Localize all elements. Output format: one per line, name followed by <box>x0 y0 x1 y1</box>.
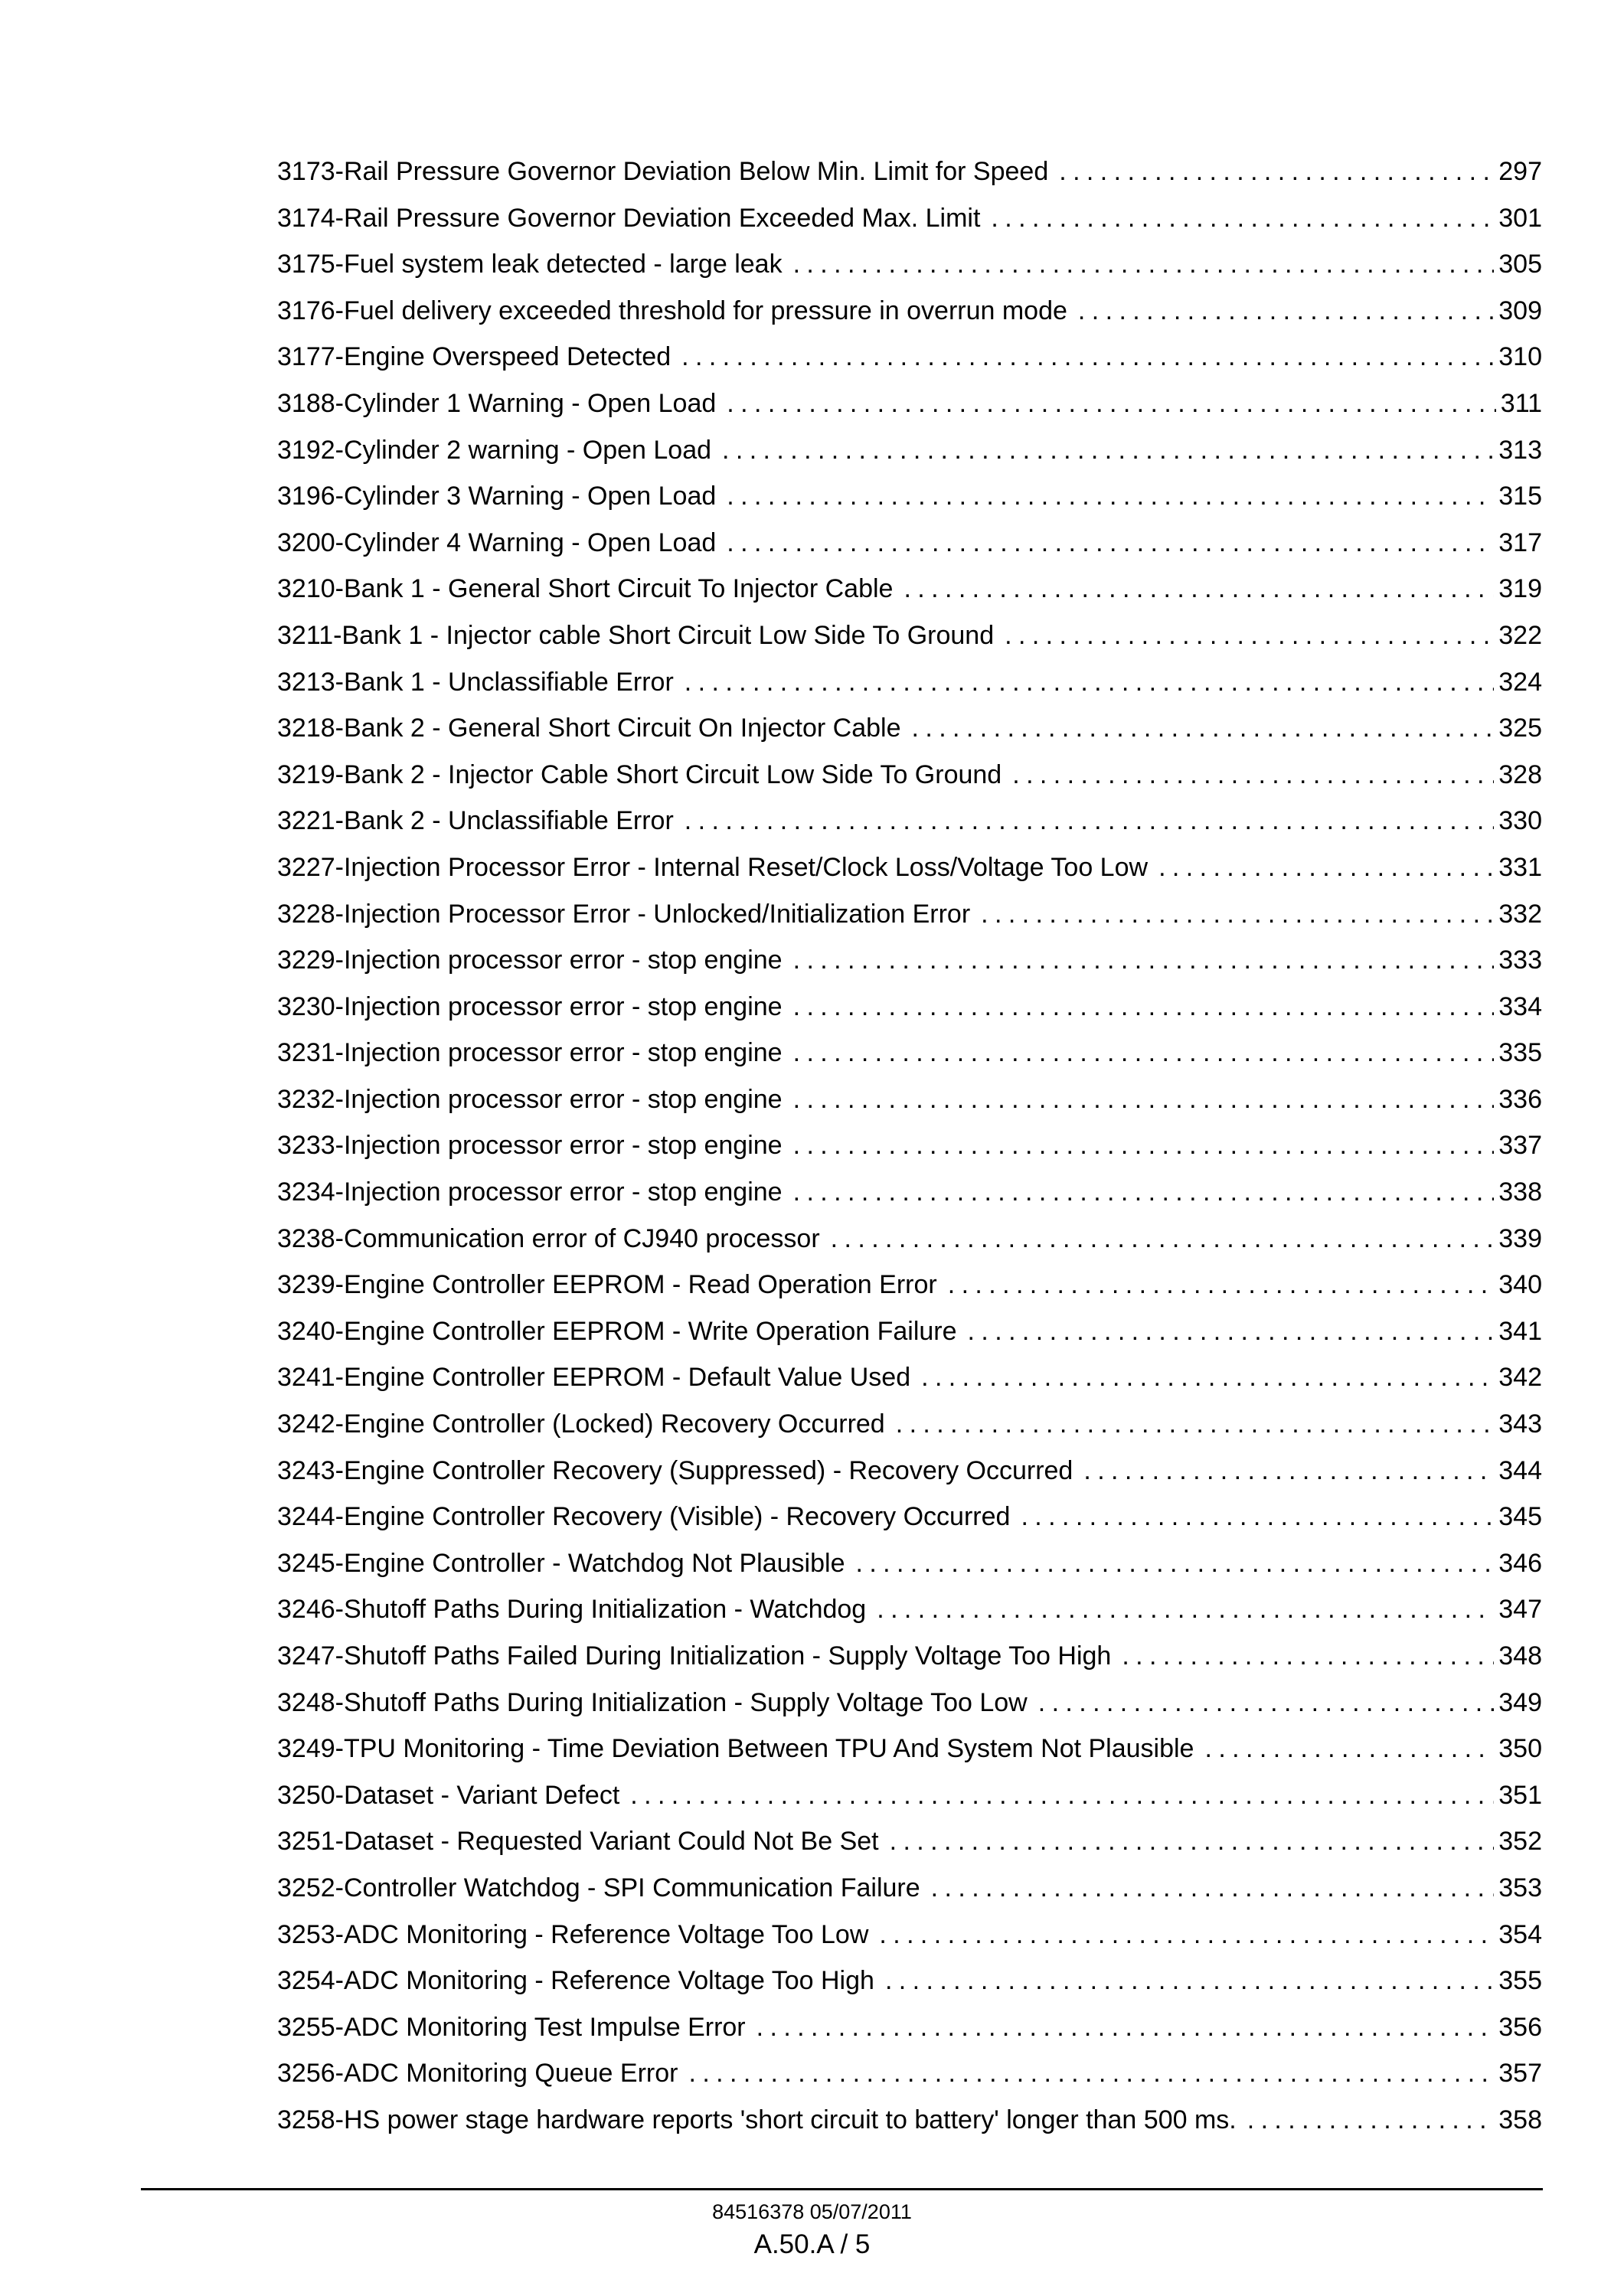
dot-leader <box>727 380 1495 427</box>
toc-entry-title: 3249-TPU Monitoring - Time Deviation Between TPU And System Not Plausible <box>277 1734 1194 1764</box>
toc-entry[interactable] <box>277 1726 1542 1772</box>
dot-leader <box>685 659 1494 706</box>
toc-entry-page-number: 324 <box>1498 667 1542 697</box>
dot-leader <box>793 1122 1495 1169</box>
toc-entry-title: 3255-ADC Monitoring Test Impulse Error <box>277 2012 746 2042</box>
toc-entry[interactable] <box>277 891 1542 938</box>
dot-leader <box>1038 1680 1495 1726</box>
toc-entry[interactable] <box>277 334 1542 380</box>
toc-entry-title: 3219-Bank 2 - Injector Cable Short Circuit Low Side To Ground <box>277 759 1002 789</box>
toc-entry[interactable] <box>277 149 1542 195</box>
toc-entry-title: 3241-Engine Controller EEPROM - Default Value Used <box>277 1363 911 1393</box>
dot-leader <box>921 1354 1494 1401</box>
toc-entry[interactable] <box>277 1076 1542 1123</box>
toc-entry-title: 3218-Bank 2 - General Short Circuit On Injector Cable <box>277 714 901 743</box>
toc-entry-page-number: 310 <box>1498 342 1542 372</box>
footer-document-number: 84516378 05/07/2011 <box>712 2200 912 2223</box>
toc-entry-page-number: 325 <box>1498 714 1542 743</box>
toc-entry-title: 3188-Cylinder 1 Warning - Open Load <box>277 388 717 418</box>
toc-entry[interactable] <box>277 380 1542 427</box>
dot-leader <box>630 1772 1494 1819</box>
toc-entry[interactable] <box>277 1169 1542 1216</box>
toc-entry-page-number: 354 <box>1498 1919 1542 1949</box>
toc-entry-title: 3221-Bank 2 - Unclassifiable Error <box>277 806 674 836</box>
dot-leader <box>831 1216 1495 1262</box>
toc-entry-page-number: 353 <box>1498 1873 1542 1902</box>
toc-entry-page-number: 297 <box>1498 157 1542 186</box>
toc-entry-page-number: 305 <box>1498 250 1542 279</box>
dot-leader <box>793 241 1495 288</box>
toc-entry-page-number: 340 <box>1498 1270 1542 1300</box>
toc-entry[interactable] <box>277 566 1542 612</box>
dot-leader <box>877 1586 1494 1633</box>
toc-entry-page-number: 337 <box>1498 1131 1542 1161</box>
toc-entry-page-number: 346 <box>1498 1548 1542 1578</box>
footer-page-label: A.50.A / 5 <box>753 2229 871 2259</box>
dot-leader <box>991 195 1494 242</box>
toc-entry[interactable] <box>277 844 1542 891</box>
toc-entry-page-number: 358 <box>1498 2105 1542 2134</box>
dot-leader <box>885 1958 1494 2004</box>
toc-entry-title: 3243-Engine Controller Recovery (Suppressed) - Recovery Occurred <box>277 1455 1073 1485</box>
toc-entry-page-number: 301 <box>1498 203 1542 233</box>
dot-leader <box>688 2050 1494 2097</box>
toc-entry-title: 3228-Injection Processor Error - Unlocked/Initialization Error <box>277 899 971 929</box>
toc-entry[interactable] <box>277 1262 1542 1308</box>
toc-entry[interactable] <box>277 1030 1542 1076</box>
dot-leader <box>1122 1633 1494 1680</box>
dot-leader <box>1083 1448 1494 1494</box>
toc-entry-page-number: 348 <box>1498 1641 1542 1671</box>
table-of-contents <box>277 149 1542 2144</box>
toc-entry[interactable] <box>277 427 1542 474</box>
toc-entry-page-number: 319 <box>1498 574 1542 604</box>
toc-entry-title: 3244-Engine Controller Recovery (Visible) - Recovery Occurred <box>277 1502 1011 1532</box>
dot-leader <box>931 1865 1495 1912</box>
toc-entry-page-number: 352 <box>1498 1827 1542 1857</box>
dot-leader <box>1005 612 1494 659</box>
toc-entry-page-number: 315 <box>1498 482 1542 511</box>
toc-entry-page-number: 347 <box>1498 1595 1542 1625</box>
toc-entry[interactable] <box>277 1865 1542 1912</box>
toc-entry[interactable] <box>277 1818 1542 1865</box>
toc-entry-title: 3211-Bank 1 - Injector cable Short Circuit Low Side To Ground <box>277 620 995 650</box>
toc-entry-page-number: 343 <box>1498 1409 1542 1439</box>
toc-entry-title: 3227-Injection Processor Error - Internal Reset/Clock Loss/Voltage Too Low <box>277 852 1149 882</box>
toc-entry[interactable] <box>277 1494 1542 1540</box>
dot-leader <box>1021 1494 1494 1540</box>
dot-leader <box>855 1540 1494 1587</box>
toc-entry[interactable] <box>277 1772 1542 1819</box>
dot-leader <box>1078 288 1494 335</box>
toc-entry[interactable] <box>277 473 1542 520</box>
toc-entry-title: 3242-Engine Controller (Locked) Recovery Occurred <box>277 1409 885 1439</box>
dot-leader <box>1204 1726 1494 1772</box>
toc-entry-page-number: 336 <box>1498 1084 1542 1114</box>
toc-entry[interactable] <box>277 2004 1542 2051</box>
toc-entry-page-number: 351 <box>1498 1780 1542 1810</box>
toc-entry[interactable] <box>277 1958 1542 2004</box>
toc-entry[interactable] <box>277 1216 1542 1262</box>
toc-entry-title: 3231-Injection processor error - stop engine <box>277 1038 783 1068</box>
toc-entry[interactable] <box>277 1308 1542 1355</box>
toc-entry-title: 3196-Cylinder 3 Warning - Open Load <box>277 482 717 511</box>
toc-entry-title: 3229-Injection processor error - stop engine <box>277 946 783 975</box>
dot-leader <box>968 1308 1495 1355</box>
toc-entry[interactable] <box>277 195 1542 242</box>
toc-entry-page-number: 322 <box>1498 620 1542 650</box>
toc-entry[interactable] <box>277 1912 1542 1958</box>
toc-entry[interactable] <box>277 798 1542 844</box>
toc-entry-page-number: 331 <box>1498 852 1542 882</box>
dot-leader <box>896 1401 1495 1448</box>
toc-entry-page-number: 357 <box>1498 2059 1542 2089</box>
dot-leader <box>793 1169 1495 1216</box>
footer-divider <box>141 2188 1543 2190</box>
toc-entry-title: 3233-Injection processor error - stop engine <box>277 1131 783 1161</box>
toc-entry-title: 3250-Dataset - Variant Defect <box>277 1780 620 1810</box>
toc-entry[interactable] <box>277 937 1542 984</box>
toc-entry-title: 3239-Engine Controller EEPROM - Read Operation Error <box>277 1270 937 1300</box>
toc-entry[interactable] <box>277 1122 1542 1169</box>
toc-entry-page-number: 345 <box>1498 1502 1542 1532</box>
toc-entry-page-number: 350 <box>1498 1734 1542 1764</box>
dot-leader <box>793 1076 1495 1123</box>
dot-leader <box>948 1262 1495 1308</box>
dot-leader <box>1158 844 1494 891</box>
toc-entry-title: 3245-Engine Controller - Watchdog Not Plausible <box>277 1548 845 1578</box>
toc-entry-page-number: 356 <box>1498 2012 1542 2042</box>
toc-entry-title: 3173-Rail Pressure Governor Deviation Below Min. Limit for Speed <box>277 157 1049 186</box>
toc-entry-page-number: 334 <box>1498 991 1542 1021</box>
toc-entry-page-number: 342 <box>1498 1363 1542 1393</box>
toc-entry[interactable] <box>277 520 1542 567</box>
toc-entry-page-number: 332 <box>1498 899 1542 929</box>
toc-entry-title: 3177-Engine Overspeed Detected <box>277 342 671 372</box>
toc-entry[interactable] <box>277 288 1542 335</box>
dot-leader <box>722 427 1494 474</box>
toc-entry-title: 3253-ADC Monitoring - Reference Voltage Too Low <box>277 1919 869 1949</box>
toc-entry-page-number: 330 <box>1498 806 1542 836</box>
toc-entry[interactable] <box>277 1633 1542 1680</box>
toc-entry-title: 3246-Shutoff Paths During Initialization - Watchdog <box>277 1595 867 1625</box>
toc-entry-page-number: 355 <box>1498 1966 1542 1996</box>
toc-entry[interactable] <box>277 1586 1542 1633</box>
toc-entry[interactable] <box>277 1540 1542 1587</box>
toc-entry-title: 3252-Controller Watchdog - SPI Communication Failure <box>277 1873 920 1902</box>
dot-leader <box>903 566 1494 612</box>
toc-entry-title: 3248-Shutoff Paths During Initialization - Supply Voltage Too Low <box>277 1687 1028 1717</box>
toc-entry[interactable] <box>277 984 1542 1030</box>
toc-entry-title: 3254-ADC Monitoring - Reference Voltage Too High <box>277 1966 874 1996</box>
toc-entry-title: 3213-Bank 1 - Unclassifiable Error <box>277 667 674 697</box>
toc-entry[interactable] <box>277 705 1542 752</box>
toc-entry-title: 3176-Fuel delivery exceeded threshold for pressure in overrun mode <box>277 296 1067 325</box>
toc-entry-title: 3234-Injection processor error - stop engine <box>277 1177 783 1207</box>
toc-entry-page-number: 328 <box>1498 759 1542 789</box>
toc-entry-title: 3240-Engine Controller EEPROM - Write Operation Failure <box>277 1316 957 1346</box>
toc-entry-title: 3210-Bank 1 - General Short Circuit To Injector Cable <box>277 574 894 604</box>
dot-leader <box>1247 2097 1495 2144</box>
toc-entry-title: 3232-Injection processor error - stop engine <box>277 1084 783 1114</box>
dot-leader <box>685 798 1494 844</box>
dot-leader <box>1059 149 1494 195</box>
toc-entry[interactable] <box>277 1680 1542 1726</box>
toc-entry-title: 3230-Injection processor error - stop engine <box>277 991 783 1021</box>
dot-leader <box>793 984 1495 1030</box>
dot-leader <box>793 1030 1495 1076</box>
toc-entry[interactable] <box>277 1401 1542 1448</box>
dot-leader <box>1012 752 1494 799</box>
toc-entry[interactable] <box>277 1448 1542 1494</box>
dot-leader <box>727 473 1494 520</box>
toc-entry-page-number: 313 <box>1498 435 1542 465</box>
toc-entry[interactable] <box>277 659 1542 706</box>
dot-leader <box>793 937 1495 984</box>
toc-entry-page-number: 339 <box>1498 1223 1542 1253</box>
toc-entry-title: 3256-ADC Monitoring Queue Error <box>277 2059 678 2089</box>
toc-entry-title: 3258-HS power stage hardware reports 'short circuit to battery' longer than 500 ms. <box>277 2105 1237 2134</box>
toc-entry[interactable] <box>277 752 1542 799</box>
toc-entry-page-number: 344 <box>1498 1455 1542 1485</box>
toc-entry[interactable] <box>277 1354 1542 1401</box>
toc-entry-title: 3200-Cylinder 4 Warning - Open Load <box>277 527 717 557</box>
toc-entry-title: 3238-Communication error of CJ940 processor <box>277 1223 820 1253</box>
dot-leader <box>981 891 1494 938</box>
toc-entry-title: 3174-Rail Pressure Governor Deviation Exceeded Max. Limit <box>277 203 981 233</box>
dot-leader <box>756 2004 1495 2051</box>
toc-entry-title: 3247-Shutoff Paths Failed During Initialization - Supply Voltage Too High <box>277 1641 1112 1671</box>
toc-entry[interactable] <box>277 241 1542 288</box>
toc-entry-page-number: 317 <box>1498 527 1542 557</box>
toc-entry[interactable] <box>277 2050 1542 2097</box>
toc-entry-page-number: 335 <box>1498 1038 1542 1068</box>
toc-entry-page-number: 309 <box>1498 296 1542 325</box>
toc-entry-title: 3175-Fuel system leak detected - large leak <box>277 250 783 279</box>
dot-leader <box>912 705 1495 752</box>
dot-leader <box>890 1818 1495 1865</box>
toc-entry-page-number: 311 <box>1500 388 1542 418</box>
toc-entry[interactable] <box>277 612 1542 659</box>
dot-leader <box>681 334 1494 380</box>
toc-entry-page-number: 338 <box>1498 1177 1542 1207</box>
toc-entry-page-number: 333 <box>1498 946 1542 975</box>
toc-entry-title: 3192-Cylinder 2 warning - Open Load <box>277 435 712 465</box>
dot-leader <box>727 520 1494 567</box>
toc-entry-page-number: 341 <box>1498 1316 1542 1346</box>
toc-entry-title: 3251-Dataset - Requested Variant Could Not Be Set <box>277 1827 879 1857</box>
dot-leader <box>879 1912 1494 1958</box>
toc-entry[interactable] <box>277 2097 1542 2144</box>
toc-entry-page-number: 349 <box>1498 1687 1542 1717</box>
